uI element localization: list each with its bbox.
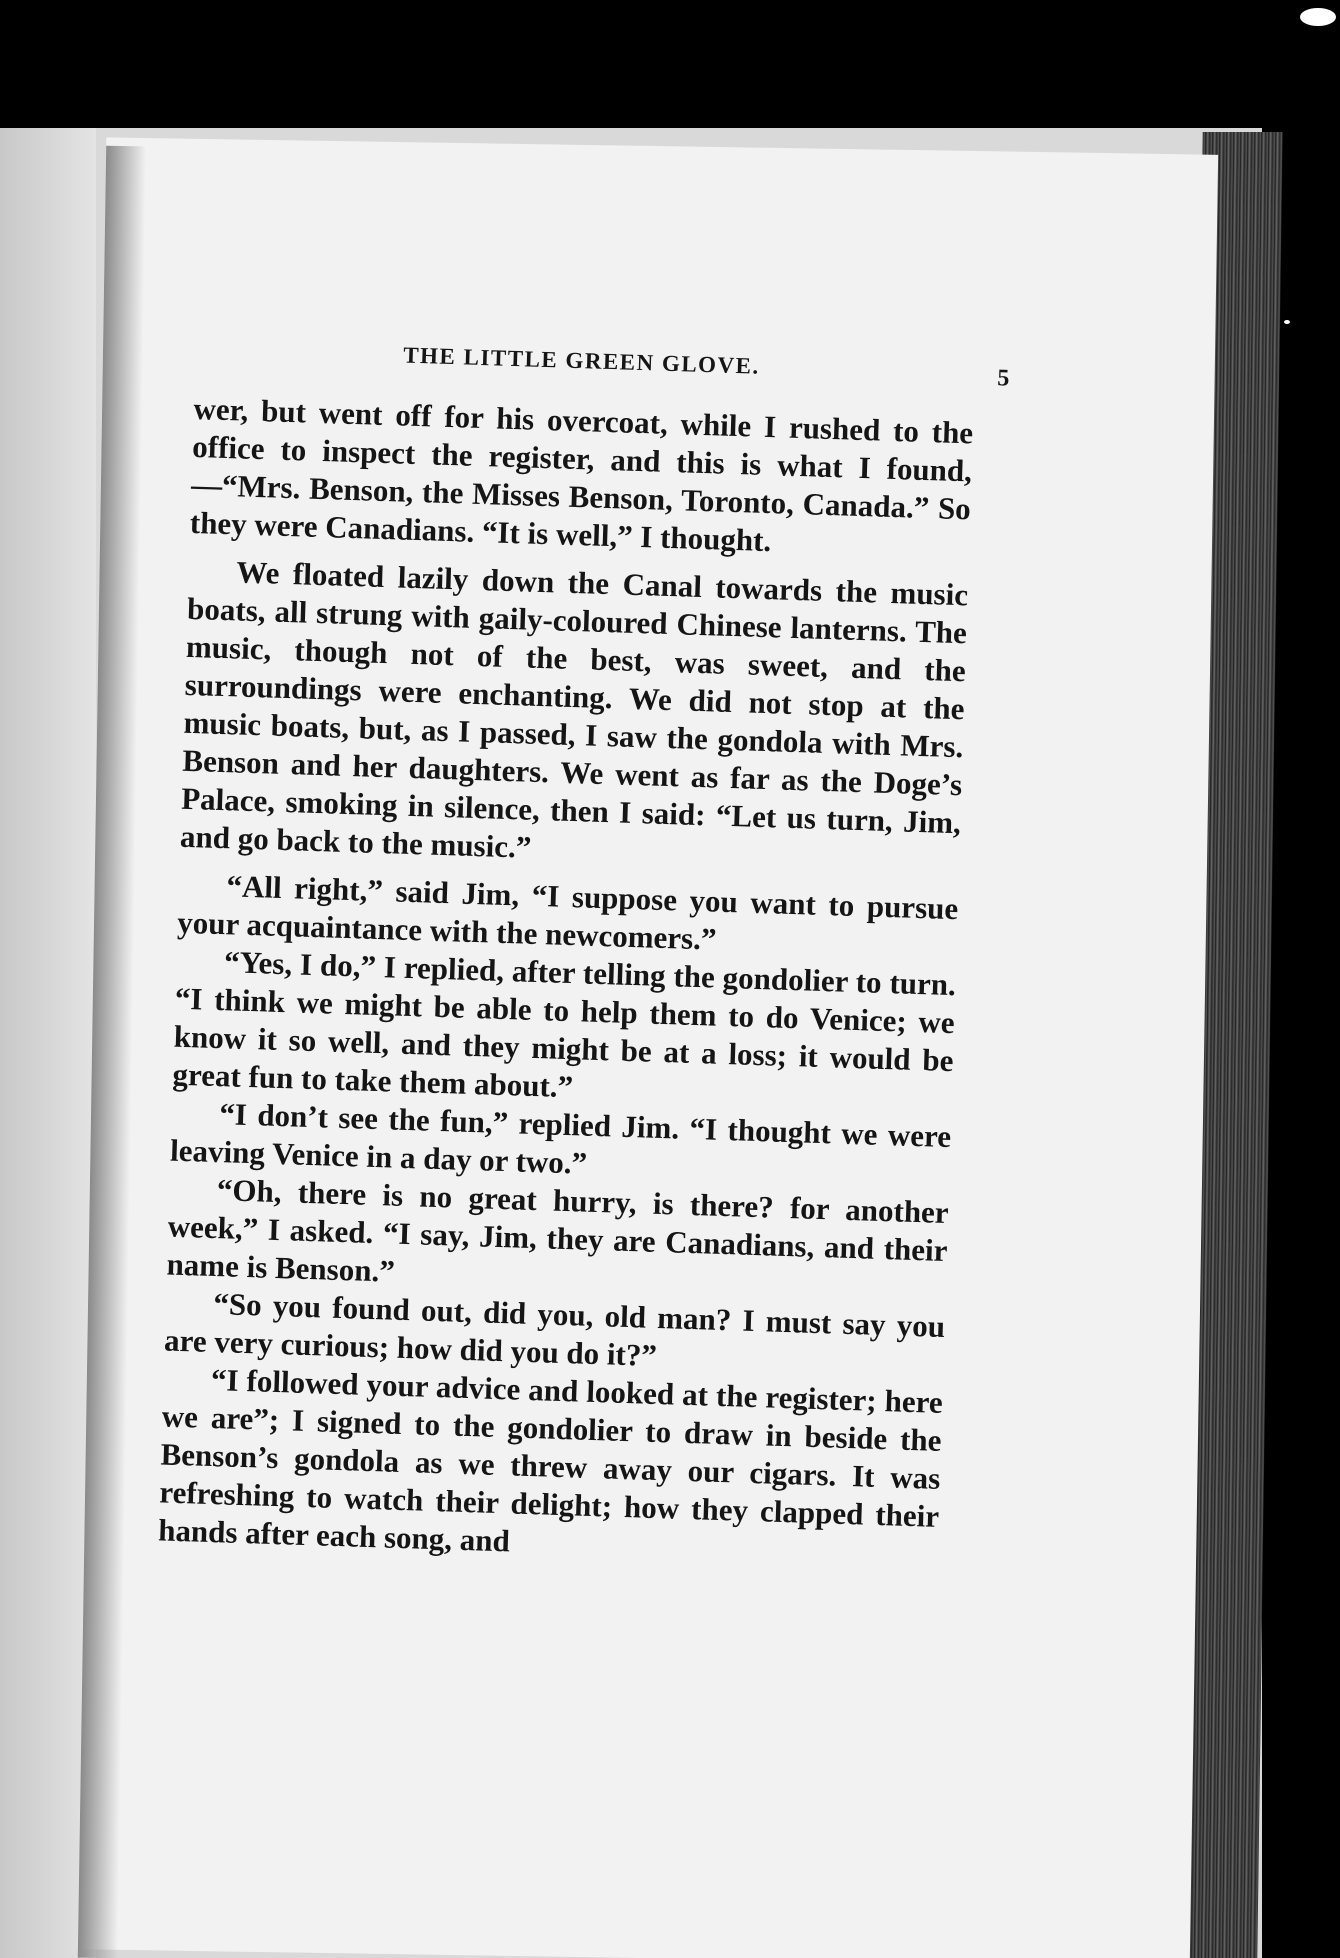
paragraph: “Oh, there is no great hurry, is there? for another week,” I asked. “I say, Jim, they are Canadians, and their name is Benson.” [166, 1172, 950, 1289]
paragraph: “All right,” said Jim, “I suppose you want to pursue your acquaintance with the newcomers.” [176, 868, 959, 957]
dust-speck [1284, 320, 1290, 324]
paragraph: “I followed your advice and looked at the register; here we are”; I signed to the gondolier to draw in beside the Benson’s gondola as we threw away our cigars. It was refreshing to watch their delight; how they clapped their hands after each song, and [157, 1361, 944, 1559]
running-head-title: THE LITTLE GREEN GLOVE. [402, 342, 761, 379]
page-number: 5 [996, 365, 1012, 392]
paragraph: “Yes, I do,” I replied, after telling the gondolier to turn. “I think we might be able to help them to do Venice; we know it so well, and they might be at a loss; it would be great fun to take them about.” [172, 944, 957, 1105]
dust-speck [1300, 8, 1336, 26]
paragraph: wer, but went off for his overcoat, while I rushed to the office to inspect the register, and this is what I found,—“Mrs. Benson, the Misses Benson, Toronto, Canada.” So they were Canadians. “It is well,” I thought. [189, 390, 974, 559]
page-text [157, 330, 1012, 1574]
paragraph: We floated lazily down the Canal towards the music boats, all strung with gaily-coloured Chinese lanterns. The music, though not of the best, was sweet, and the surroundings were enchanting. We did not stop at the music boats, but, as I passed, I saw the gondola with Mrs. Benson and her daughters. We went as far as the Doge’s Palace, smoking in silence, then I said: “Let us turn, Jim, and go back to the music.” [179, 554, 969, 865]
paragraph: “So you found out, did you, old man? I must say you are very curious; how did you do it?” [163, 1286, 946, 1373]
paragraph: “I don’t see the fun,” replied Jim. “I thought we were leaving Venice in a day or two.” [169, 1096, 952, 1181]
